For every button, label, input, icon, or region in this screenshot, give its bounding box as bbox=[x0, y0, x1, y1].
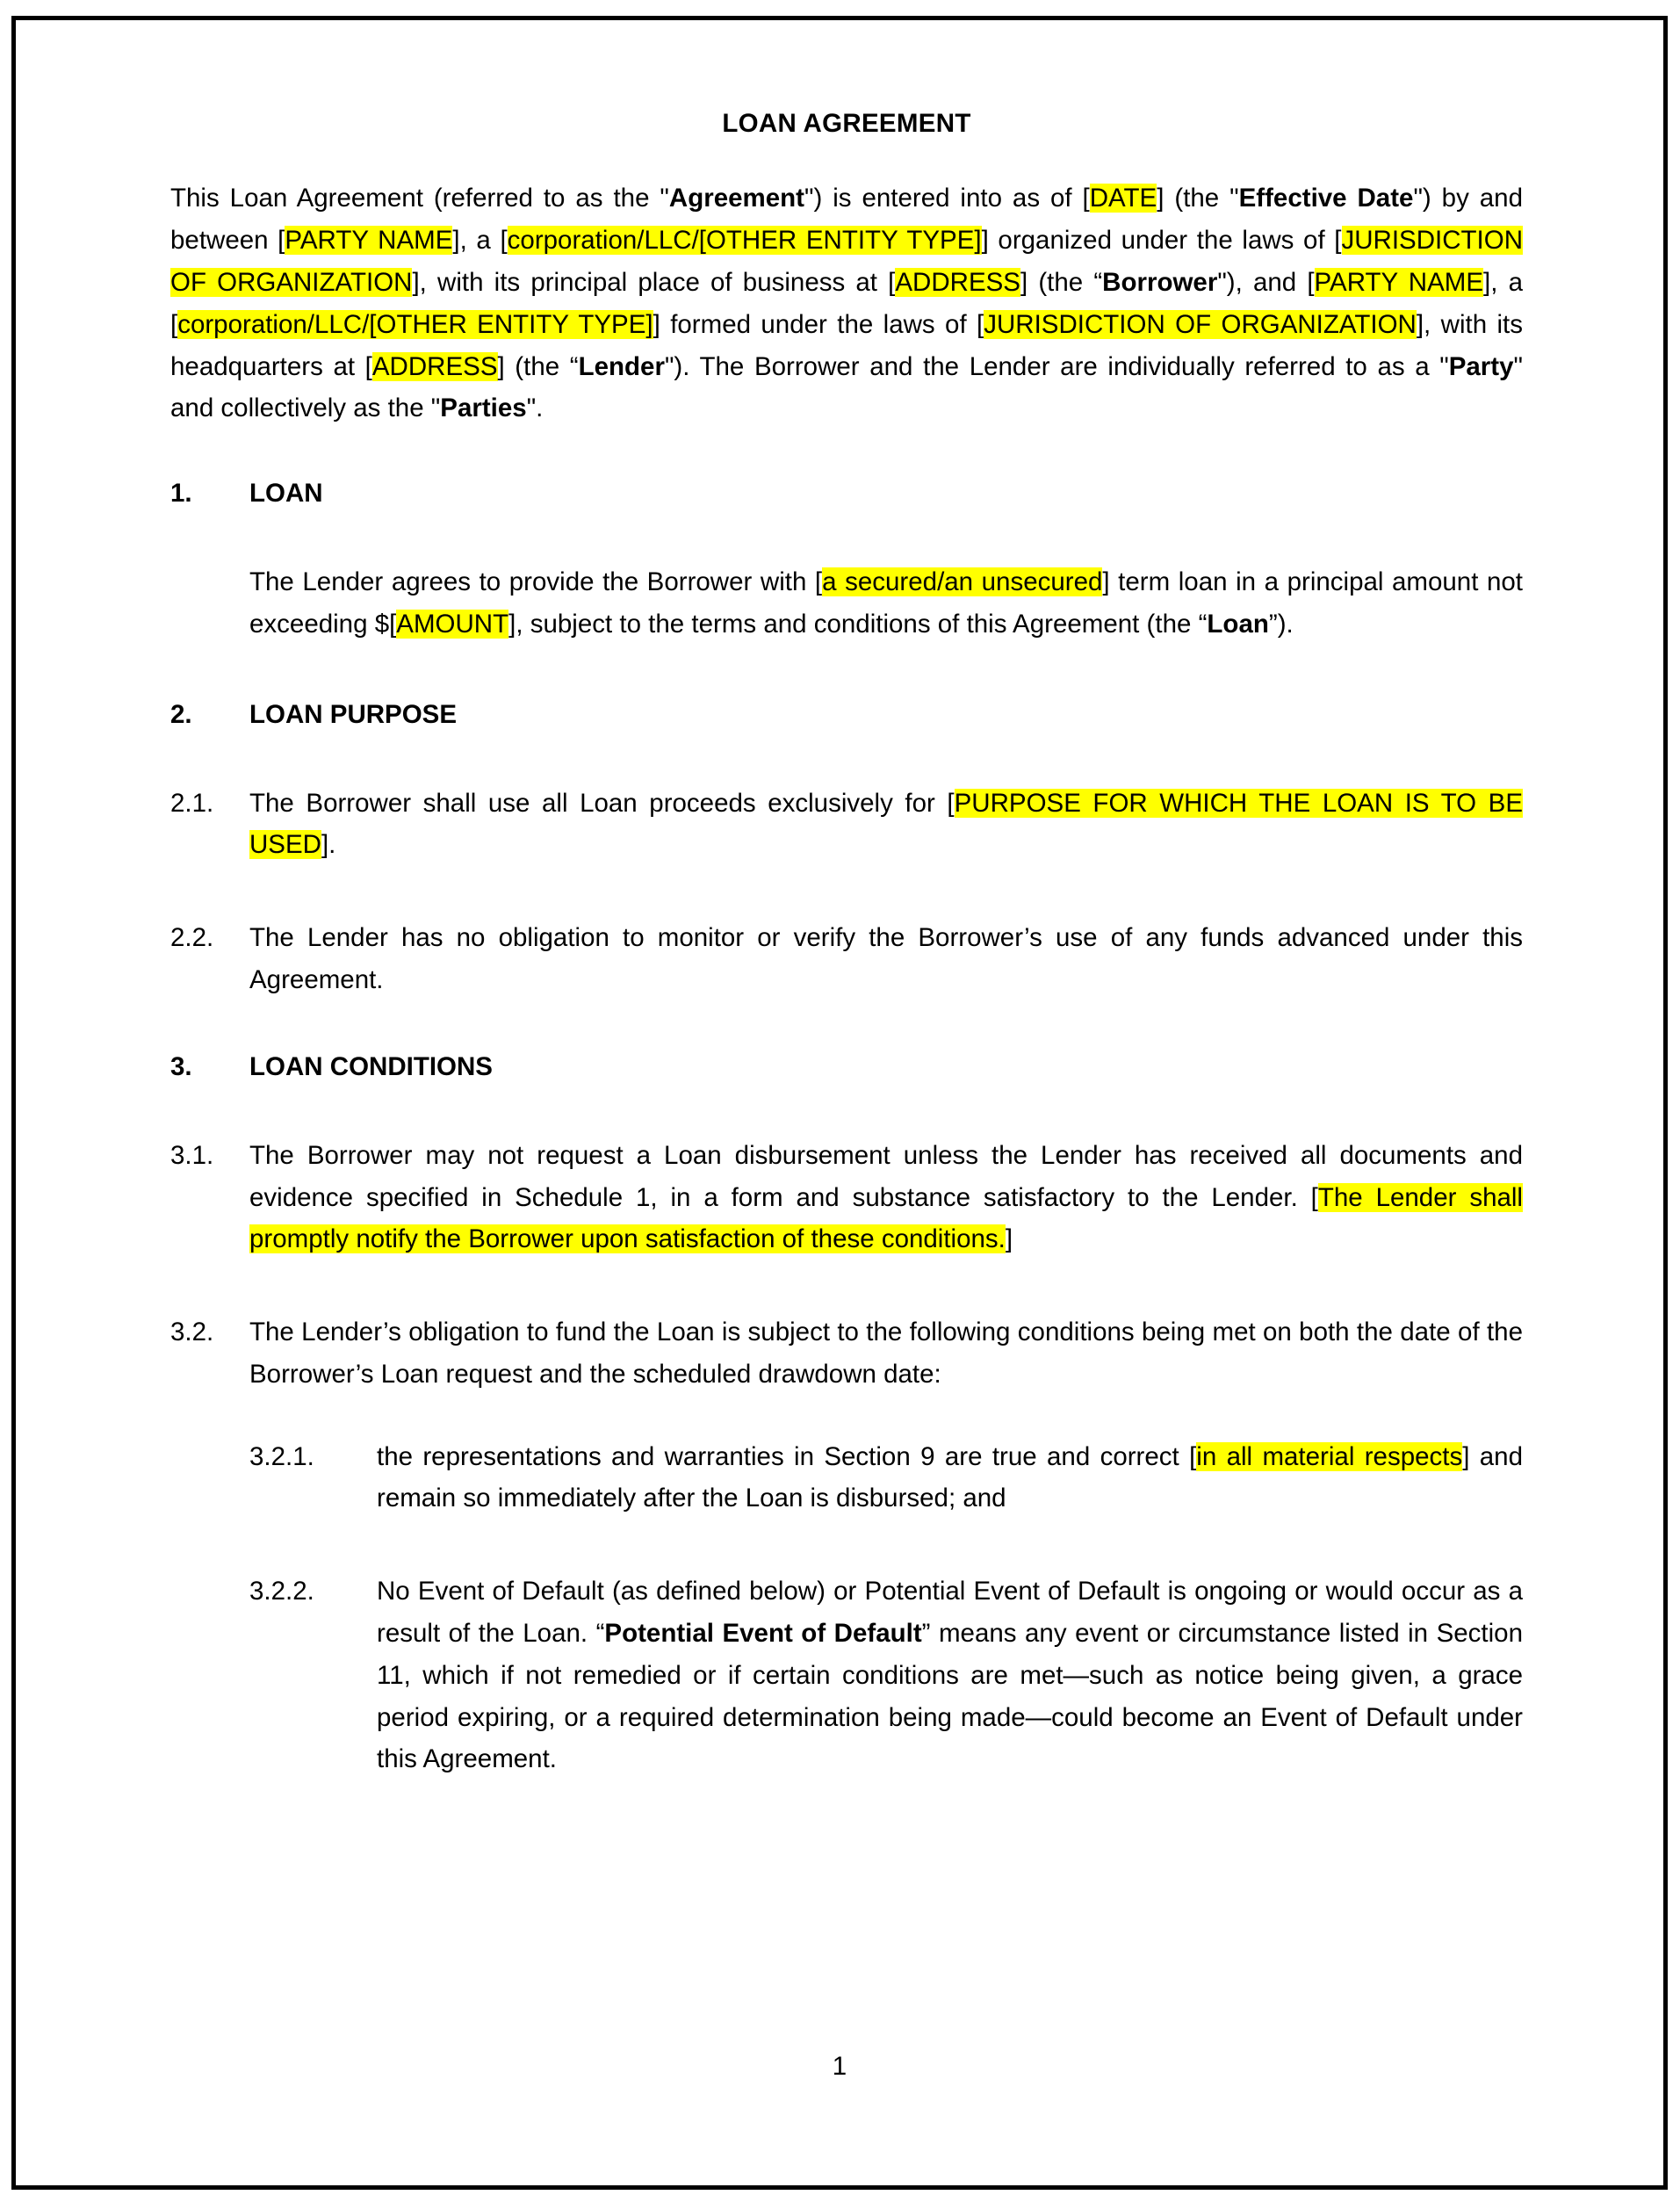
c31-text-2: ] bbox=[1005, 1224, 1013, 1254]
term-borrower: Borrower bbox=[1102, 267, 1218, 297]
s1-text-2: ] term loan in a principal amount not exceeding $[ bbox=[249, 567, 1523, 639]
term-agreement: Agreement bbox=[668, 184, 804, 213]
placeholder-jurisdiction-2: JURISDICTION OF ORGANIZATION bbox=[984, 309, 1417, 339]
placeholder-jurisdiction-1: JURISDICTION OF ORGANIZATION bbox=[170, 226, 1523, 297]
section-number-3: 3. bbox=[170, 1051, 192, 1081]
section-1-body bbox=[249, 561, 1523, 646]
document-content bbox=[170, 108, 1523, 1831]
clause-3-2 bbox=[170, 1311, 1523, 1396]
placeholder-entity-type-2: corporation/LLC/[OTHER ENTITY TYPE] bbox=[177, 309, 653, 339]
section-heading-3 bbox=[170, 1052, 1523, 1082]
c21-text-1: The Borrower shall use all Loan proceeds exclusively for [ bbox=[249, 788, 955, 818]
clause-text-3-2-1 bbox=[377, 1436, 1523, 1520]
intro-text-9: "), and [ bbox=[1217, 267, 1315, 297]
c31-text-1: The Borrower may not request a Loan disbursement unless the Lender has received all documents and evidence specified in Schedule 1, in a form and substance satisfactory to the Lender. [ bbox=[249, 1140, 1523, 1212]
term-effective-date: Effective Date bbox=[1238, 184, 1414, 213]
clause-3-1 bbox=[170, 1135, 1523, 1260]
section-heading-1 bbox=[170, 479, 1523, 509]
placeholder-loan-purpose: PURPOSE FOR WHICH THE LOAN IS TO BE USED bbox=[249, 788, 1523, 860]
intro-text-13: ] (the “ bbox=[497, 351, 579, 381]
intro-paragraph bbox=[170, 177, 1523, 430]
intro-text-8: ] (the “ bbox=[1020, 267, 1103, 297]
document-page bbox=[11, 16, 1668, 2190]
term-lender: Lender bbox=[578, 351, 665, 381]
intro-text-12: ], with its headquarters at [ bbox=[170, 309, 1523, 381]
term-loan: Loan bbox=[1207, 609, 1269, 639]
intro-text-11: ] formed under the laws of [ bbox=[653, 309, 984, 339]
clause-2-1 bbox=[170, 783, 1523, 867]
s1-text-3: ], subject to the terms and conditions of this Agreement (the “ bbox=[508, 609, 1208, 639]
term-potential-event-of-default: Potential Event of Default bbox=[604, 1619, 922, 1649]
clause-text-3-2: The Lender’s obligation to fund the Loan is subject to the following conditions being met on both the date of the Borrower’s Loan request and the scheduled drawdown date: bbox=[249, 1318, 1523, 1389]
placeholder-entity-type-1: corporation/LLC/[OTHER ENTITY TYPE] bbox=[507, 226, 982, 256]
placeholder-secured-unsecured: a secured/an unsecured bbox=[822, 567, 1103, 597]
clause-2-2 bbox=[170, 917, 1523, 1001]
page-number: 1 bbox=[832, 2052, 847, 2081]
clause-number-3-2: 3.2. bbox=[170, 1318, 214, 1347]
clause-number-3-2-2: 3.2.2. bbox=[249, 1577, 314, 1606]
section-label-loan: LOAN bbox=[249, 479, 323, 509]
clause-3-2-1 bbox=[170, 1436, 1523, 1520]
c21-text-2: ]. bbox=[321, 830, 336, 860]
c322-text-1: No Event of Default (as defined below) or Potential Event of Default is ongoing or would occur as a result of the Loan. “ bbox=[377, 1577, 1523, 1649]
placeholder-address-2: ADDRESS bbox=[371, 351, 498, 381]
c322-text-2: ” means any event or circumstance listed in Section 11, which if not remedied or if certain conditions are met—such as notice being given, a grace period expiring, or a required determination being made—could become an Event of Default under this Agreement. bbox=[377, 1619, 1523, 1774]
intro-text-6: ] organized under the laws of [ bbox=[981, 226, 1342, 256]
s1-text-4: ”). bbox=[1268, 609, 1294, 639]
intro-text-10: ], a [ bbox=[170, 267, 1524, 339]
intro-text-5: ], a [ bbox=[452, 226, 508, 256]
placeholder-material-respects: in all material respects bbox=[1196, 1441, 1463, 1471]
c321-text-2: ] and remain so immediately after the Loan is disbursed; and bbox=[377, 1441, 1523, 1513]
placeholder-amount: AMOUNT bbox=[396, 609, 509, 639]
term-parties: Parties bbox=[440, 393, 527, 423]
intro-text-16: ". bbox=[526, 393, 544, 423]
placeholder-lender-notify: The Lender shall promptly notify the Borrower upon satisfaction of these conditions. bbox=[249, 1182, 1523, 1254]
clause-number-2-2: 2.2. bbox=[170, 923, 214, 953]
clause-text-3-1 bbox=[249, 1135, 1523, 1260]
clause-text-3-2-2 bbox=[377, 1570, 1523, 1780]
placeholder-address-1: ADDRESS bbox=[895, 267, 1020, 297]
clause-3-2-2 bbox=[170, 1570, 1523, 1780]
section-label-loan-conditions: LOAN CONDITIONS bbox=[249, 1051, 493, 1081]
clause-number-3-2-1: 3.2.1. bbox=[249, 1441, 314, 1471]
clause-text-2-2: The Lender has no obligation to monitor or verify the Borrower’s use of any funds advanced under this Agreement. bbox=[249, 923, 1523, 994]
clause-number-3-1: 3.1. bbox=[170, 1140, 214, 1170]
s1-text-1: The Lender agrees to provide the Borrower with [ bbox=[249, 567, 823, 597]
placeholder-party-name-1: PARTY NAME bbox=[285, 226, 453, 256]
placeholder-date: DATE bbox=[1089, 184, 1157, 213]
intro-text-3: ] (the " bbox=[1157, 184, 1239, 213]
intro-text-7: ], with its principal place of business at [ bbox=[412, 267, 896, 297]
intro-text-4: ") by and between [ bbox=[170, 184, 1523, 256]
intro-text-15: " and collectively as the " bbox=[170, 351, 1523, 423]
clause-number-2-1: 2.1. bbox=[170, 788, 214, 818]
intro-text-1: This Loan Agreement (referred to as the " bbox=[170, 184, 669, 213]
section-heading-2 bbox=[170, 700, 1523, 730]
clause-text-2-1 bbox=[249, 783, 1523, 867]
section-number-2: 2. bbox=[170, 699, 192, 729]
page-title: LOAN AGREEMENT bbox=[722, 109, 971, 138]
section-label-loan-purpose: LOAN PURPOSE bbox=[249, 699, 458, 729]
section-number-1: 1. bbox=[170, 479, 192, 509]
c321-text-1: the representations and warranties in Section 9 are true and correct [ bbox=[377, 1441, 1197, 1471]
intro-text-2: ") is entered into as of [ bbox=[804, 184, 1090, 213]
term-party: Party bbox=[1448, 351, 1514, 381]
intro-text-14: "). The Borrower and the Lender are individually referred to as a " bbox=[664, 351, 1449, 381]
placeholder-party-name-2: PARTY NAME bbox=[1314, 267, 1484, 297]
